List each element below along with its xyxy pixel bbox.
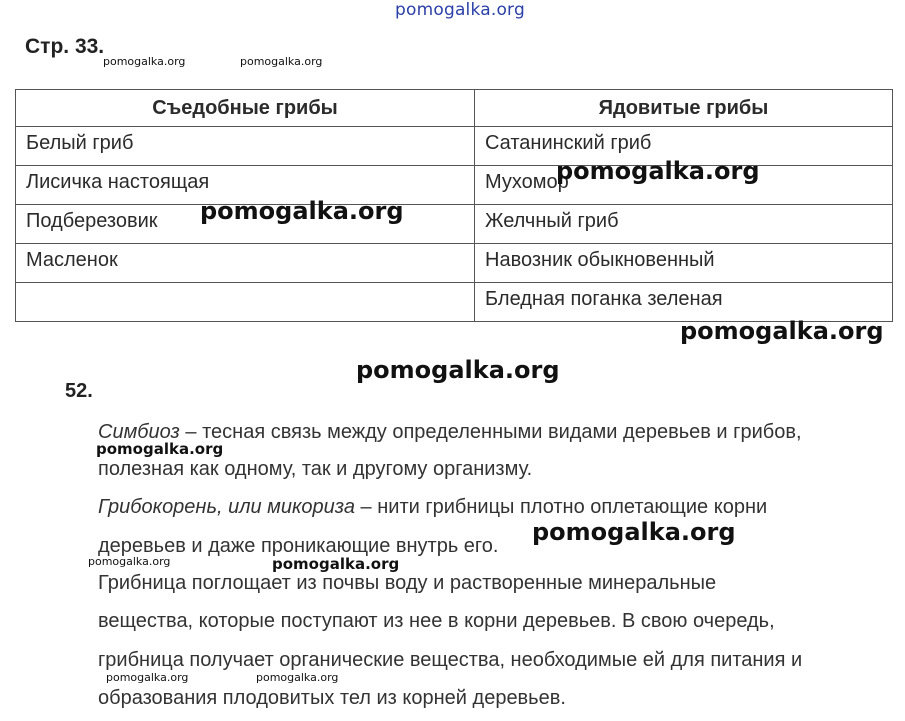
watermark: pomogalka.org (532, 518, 736, 546)
watermark: pomogalka.org (356, 356, 560, 384)
watermark: pomogalka.org (680, 317, 884, 345)
task-number: 52. (65, 380, 93, 402)
paragraph-line (98, 496, 767, 519)
watermark: pomogalka.org (256, 671, 339, 684)
page-title: Стр. 33. (25, 35, 105, 58)
table-row (16, 244, 893, 283)
term-mycorrhiza: Грибокорень, или микориза (98, 496, 355, 518)
poisonous-cell: Мухомор (475, 166, 893, 205)
poisonous-cell: Желчный гриб (475, 205, 893, 244)
paragraph-line: вещества, которые поступают из нее в корни деревьев. В свою очередь, (98, 610, 775, 632)
paragraph-line: деревьев и даже проникающие внутрь его. (98, 535, 499, 557)
watermark: pomogalka.org (106, 671, 189, 684)
mushroom-table (15, 89, 893, 322)
edible-cell: Белый гриб (16, 127, 475, 166)
paragraph-line: Грибница поглощает из почвы воду и растворенные минеральные (98, 572, 717, 594)
watermark-top: pomogalka.org (395, 0, 525, 20)
poisonous-cell: Навозник обыкновенный (475, 244, 893, 283)
watermark: pomogalka.org (96, 440, 224, 458)
header-poisonous: Ядовитые грибы (475, 90, 893, 127)
paragraph-line: образования плодовитых тел из корней деревьев. (98, 687, 566, 709)
edible-cell (16, 283, 475, 322)
table-row (16, 283, 893, 322)
table-row (16, 127, 893, 166)
poisonous-cell: Сатанинский гриб (475, 127, 893, 166)
edible-cell: Лисичка настоящая (16, 166, 475, 205)
term-symbiosis: Симбиоз (98, 421, 180, 443)
watermark: pomogalka.org (200, 197, 404, 225)
table-header-row (16, 90, 893, 127)
header-edible: Съедобные грибы (16, 90, 475, 127)
watermark: pomogalka.org (240, 55, 323, 68)
paragraph-line: полезная как одному, так и другому организму. (98, 458, 533, 480)
watermark: pomogalka.org (103, 55, 186, 68)
watermark: pomogalka.org (272, 555, 400, 573)
poisonous-cell: Бледная поганка зеленая (475, 283, 893, 322)
mycorrhiza-definition: – нити грибницы плотно оплетающие корни (355, 496, 768, 518)
watermark: pomogalka.org (556, 157, 760, 185)
edible-cell: Подберезовик (16, 205, 475, 244)
table-row (16, 166, 893, 205)
table-row (16, 205, 893, 244)
symbiosis-definition: – тесная связь между определенными видами деревьев и грибов, (179, 421, 802, 443)
watermark: pomogalka.org (88, 555, 171, 568)
edible-cell: Масленок (16, 244, 475, 283)
paragraph-line: грибница получает органические вещества, необходимые ей для питания и (98, 649, 803, 671)
